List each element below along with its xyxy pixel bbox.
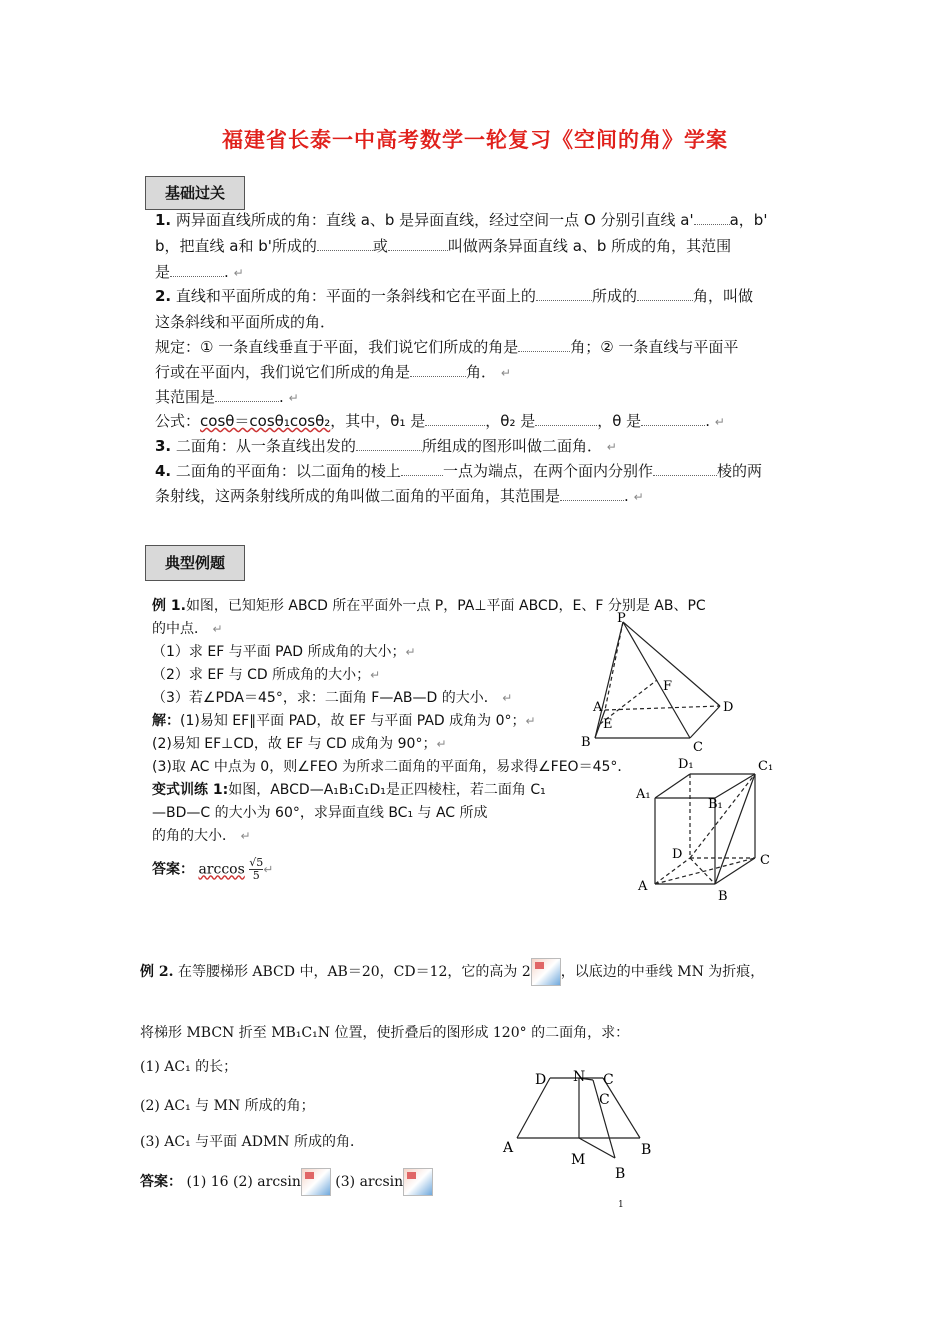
example2-line-1: 例 2. 在等腰梯形 ABCD 中，AB＝20，CD＝12，它的高为 2 ，以底边的中垂线 MN 为折痕，: [140, 958, 764, 986]
example1-solution-1: 解：(1)易知 EF∥平面 PAD，故 EF 与平面 PAD 成角为 0°；↵: [152, 713, 536, 729]
example2-question-1: (1) AC₁ 的长；: [140, 1059, 238, 1075]
segment-BD: [690, 858, 715, 884]
label-A: A: [638, 879, 648, 894]
basics-line-10: 3. 二面角：从一条直线出发的 所组成的图形叫做二面角． ↵: [155, 437, 617, 455]
basics-line-11: 4. 二面角的平面角：以二面角的棱上 一点为端点，在两个面内分别作 棱的两: [155, 462, 762, 480]
edge-CD: [690, 706, 720, 738]
label-A1: A₁: [636, 787, 651, 802]
basics-line-3: 是 . ↵: [155, 263, 244, 281]
basics-line-1: 1. 两异面直线所成的角：直线 a、b 是异面直线，经过空间一点 O 分别引直线 a' a，b': [155, 211, 768, 229]
trapezoid-figure: [495, 1062, 675, 1187]
section-examples-label: 典型例题: [145, 545, 245, 581]
label-D: D: [672, 847, 683, 862]
basics-line-8: 其范围是 . ↵: [155, 388, 299, 406]
variant1-line-1: 变式训练 1:如图，ABCD—A₁B₁C₁D₁是正四棱柱，若二面角 C₁: [152, 782, 546, 798]
answer-denominator: 5: [252, 869, 260, 882]
example1-line-2: 的中点． ↵: [152, 621, 223, 637]
example1-question-2: （2）求 EF 与 CD 所成角的大小；↵: [152, 667, 381, 683]
page-title: 福建省长泰一中高考数学一轮复习《空间的角》学案: [222, 128, 728, 152]
basics-line-4: 2. 直线和平面所成的角：平面的一条斜线和它在平面上的 所成的 角，叫做: [155, 287, 753, 305]
example2-line-2: 将梯形 MBCN 折至 MB₁C₁N 位置，使折叠后的图形成 120° 的二面角，求：: [140, 1025, 630, 1041]
variant1-line-2: —BD—C 的大小为 60°，求异面直线 BC₁ 与 AC 所成: [152, 805, 488, 821]
label-M: M: [571, 1152, 586, 1168]
answer-numerator: √5: [249, 856, 264, 869]
edge-A1D1: [655, 774, 690, 798]
example1-solution-3: (3)取 AC 中点为 0，则∠FEO 为所求二面角的平面角，易求得∠FEO＝45°．: [152, 759, 632, 775]
example1-line-1: 例 1.如图，已知矩形 ABCD 所在平面外一点 P，PA⊥平面 ABCD，E、F 分别是 AB、PC: [152, 598, 706, 614]
example1-question-3: （3）若∠PDA＝45°，求：二面角 F—AB—D 的大小． ↵: [152, 690, 513, 706]
image-placeholder-icon: [301, 1168, 331, 1196]
segment-DC1: [690, 774, 755, 858]
label-B1: B₁: [708, 797, 723, 812]
image-placeholder-icon: [403, 1168, 433, 1196]
label-B: B: [581, 735, 591, 750]
basics-line-5: 这条斜线和平面所成的角．: [155, 313, 336, 331]
edge-B1C1: [715, 774, 755, 798]
label-A: A: [503, 1140, 514, 1156]
prism-figure: [630, 752, 780, 904]
label-C: C: [760, 853, 770, 868]
label-D: D: [535, 1072, 547, 1088]
basics-line-2: b，把直线 a和 b'所成的 或 叫做两条异面直线 a、b 所成的角，其范围: [155, 237, 732, 255]
segment-AC: [655, 858, 755, 884]
label-C1: C: [599, 1092, 610, 1108]
example1-question-1: （1）求 EF 与平面 PAD 所成角的大小；↵: [152, 644, 416, 660]
label-C: C: [603, 1072, 614, 1088]
example2-answer: 答案： (1) 16 (2) arcsin (3) arcsin: [140, 1168, 433, 1196]
segment-BC1: [715, 774, 755, 884]
label-A: A: [593, 700, 603, 715]
edge-BC: [715, 858, 755, 884]
label-B: B: [641, 1142, 652, 1158]
label-N: N: [573, 1069, 586, 1085]
label-C1: C₁: [758, 759, 774, 774]
section-basics-label: 基础过关: [145, 176, 245, 210]
label-P: P: [617, 611, 626, 626]
label-C: C: [693, 740, 703, 755]
label-B1: B: [615, 1166, 626, 1182]
basics-line-6: 规定：① 一条直线垂直于平面，我们说它们所成的角是 角；② 一条直线与平面平: [155, 338, 739, 356]
image-placeholder-icon: [531, 958, 561, 986]
label-E: E: [603, 717, 613, 732]
example1-solution-2: (2)易知 EF⊥CD，故 EF 与 CD 成角为 90°；↵: [152, 736, 447, 752]
page-number: 1: [618, 1200, 624, 1210]
label-F: F: [663, 679, 673, 694]
label-D: D: [723, 700, 734, 715]
basics-line-12: 条射线，这两条射线所成的角叫做二面角的平面角，其范围是 . ↵: [155, 487, 644, 505]
basics-line-7: 行或在平面内，我们说它们所成的角是 角． ↵: [155, 363, 511, 381]
label-B: B: [718, 889, 728, 904]
example2-question-2: (2) AC₁ 与 MN 所成的角；: [140, 1098, 315, 1114]
example2-question-3: (3) AC₁ 与平面 ADMN 所成的角．: [140, 1134, 364, 1150]
variant1-line-3: 的角的大小． ↵: [152, 828, 251, 844]
basics-line-9-formula: 公式：cosθ＝cosθ₁cosθ₂，其中，θ₁ 是 ，θ₂ 是 ，θ 是 . ↵: [155, 412, 725, 430]
variant1-answer: 答案： arccos $\frac{√5}{5}$ ↵: [152, 856, 274, 882]
label-D1: D₁: [678, 757, 694, 772]
pyramid-figure: [575, 610, 745, 760]
